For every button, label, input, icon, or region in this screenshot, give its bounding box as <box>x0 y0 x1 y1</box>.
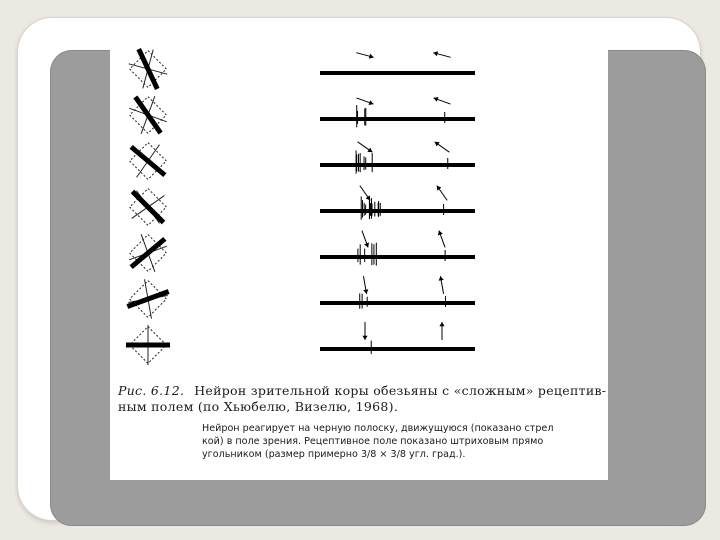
arrowhead <box>439 276 444 281</box>
stimulus-bar <box>131 239 165 267</box>
arrowhead <box>439 322 444 326</box>
figure-number: Рис. 6.12. <box>118 383 185 398</box>
arrowhead <box>437 186 442 191</box>
stimulus-bar <box>139 49 158 89</box>
arrowhead <box>367 148 372 153</box>
caption-body-line: кой) в поле зрения. Рецептивное поле показано штриховым прямо <box>202 436 544 447</box>
stimulus-bar <box>135 97 160 133</box>
arrowhead <box>369 54 374 59</box>
figure-caption <box>118 383 608 461</box>
caption-body-line: угольником (размер примерно 3/8 × 3/8 угл. град.). <box>202 449 466 460</box>
arrowhead <box>433 51 438 56</box>
caption-title-line1: Нейрон зрительной коры обезьяны с «сложным» рецептив- <box>194 383 607 398</box>
stimulus-bar <box>132 191 163 222</box>
caption-body-line: Нейрон реагирует на черную полоску, движущуюся (показано стрел <box>202 423 554 434</box>
stimulus-bar <box>127 291 168 306</box>
caption-title <box>118 383 608 399</box>
arrowhead <box>362 336 367 340</box>
neuron-response-diagram <box>110 37 608 387</box>
caption-body <box>118 422 608 461</box>
caption-title-line2: ным полем (по Хьюбелю, Визелю, 1968). <box>118 399 399 414</box>
stimulus-bar <box>131 147 165 175</box>
arrowhead <box>366 195 371 200</box>
arrowhead <box>363 289 368 294</box>
arrowhead <box>435 142 440 147</box>
